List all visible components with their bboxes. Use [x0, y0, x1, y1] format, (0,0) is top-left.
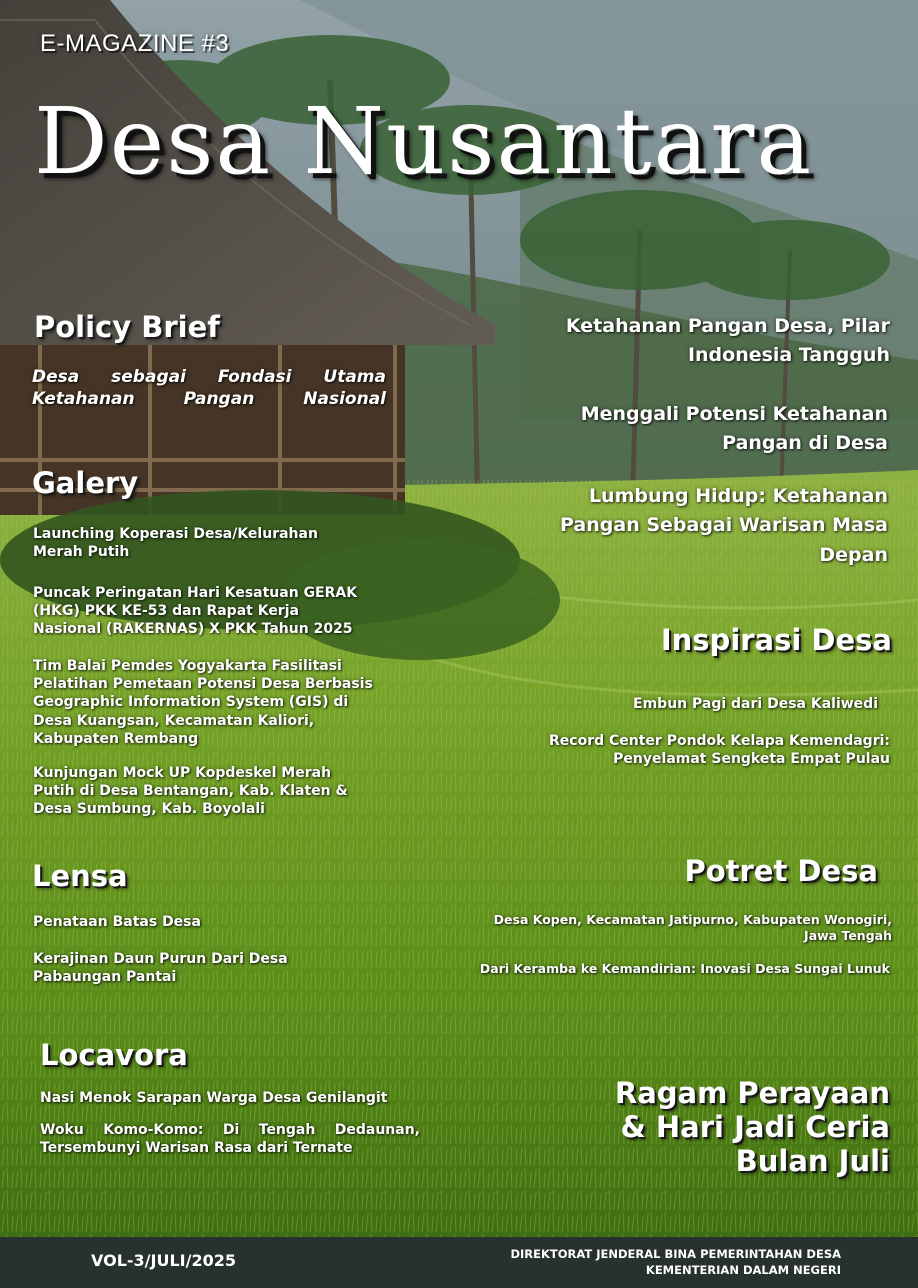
inspirasi-item[interactable]: Record Center Pondok Kelapa Kemendagri: Penyelamat Sengketa Empat Pulau [549, 733, 890, 768]
inspirasi-item[interactable]: Embun Pagi dari Desa Kaliwedi [633, 696, 878, 712]
magazine-title: Desa Nusantara [34, 88, 814, 195]
galery-item[interactable]: Kunjungan Mock UP Kopdeskel Merah Putih di Desa Bentangan, Kab. Klaten & Desa Sumbung, Kab. Boyolali [33, 765, 348, 818]
feature-article[interactable]: Ketahanan Pangan Desa, Pilar Indonesia Tangguh [565, 315, 890, 367]
galery-item[interactable]: Launching Koperasi Desa/Kelurahan Merah Putih [33, 526, 318, 561]
footer-bar [0, 1237, 918, 1288]
policy-brief-title: Policy Brief [34, 310, 220, 344]
lensa-title: Lensa [32, 859, 128, 893]
volume-label: VOL-3/JULI/2025 [91, 1251, 236, 1270]
publisher-line: KEMENTERIAN DALAM NEGERI [645, 1262, 841, 1277]
feature-article[interactable]: Menggali Potensi Ketahanan Pangan di Desa [580, 403, 888, 455]
locavora-item[interactable]: Nasi Menok Sarapan Warga Desa Genilangit [40, 1090, 388, 1106]
feature-article[interactable]: Lumbung Hidup: Ketahanan Pangan Sebagai Warisan Masa Depan [560, 485, 888, 566]
publisher-info [510, 1247, 841, 1279]
policy-brief-subtitle[interactable]: Desa sebagai Fondasi Utama Ketahanan Pangan Nasional [32, 367, 386, 410]
galery-item[interactable]: Tim Balai Pemdes Yogyakarta Fasilitasi Pelatihan Pemetaan Potensi Desa Berbasis Geographic Information System (GIS) di Desa Kuangsan, Kecamatan Kaliori, Kabupaten Rembang [33, 658, 373, 747]
ragam-perayaan-feature[interactable]: Ragam Perayaan & Hari Jadi Ceria Bulan Juli [614, 1076, 890, 1179]
inspirasi-desa-title: Inspirasi Desa [660, 623, 892, 657]
publisher-line: DIREKTORAT JENDERAL BINA PEMERINTAHAN DESA [510, 1247, 841, 1261]
potret-item[interactable]: Dari Keramba ke Kemandirian: Inovasi Desa Sungai Lunuk [479, 961, 890, 976]
potret-item[interactable]: Desa Kopen, Kecamatan Jatipurno, Kabupaten Wonogiri, Jawa Tengah [493, 912, 892, 944]
locavora-item[interactable]: Woku Komo-Komo: Di Tengah Dedaunan, Tersembunyi Warisan Rasa dari Ternate [40, 1122, 420, 1157]
locavora-title: Locavora [40, 1038, 188, 1072]
potret-desa-title: Potret Desa [684, 854, 878, 888]
lensa-item[interactable]: Penataan Batas Desa [33, 914, 201, 930]
lensa-item[interactable]: Kerajinan Daun Purun Dari Desa Pabaungan Pantai [33, 951, 288, 986]
issue-number: E-MAGAZINE #3 [40, 30, 230, 57]
galery-item[interactable]: Puncak Peringatan Hari Kesatuan GERAK (HKG) PKK KE-53 dan Rapat Kerja Nasional (RAKERNAS) X PKK Tahun 2025 [33, 585, 358, 638]
galery-title: Galery [32, 466, 139, 500]
